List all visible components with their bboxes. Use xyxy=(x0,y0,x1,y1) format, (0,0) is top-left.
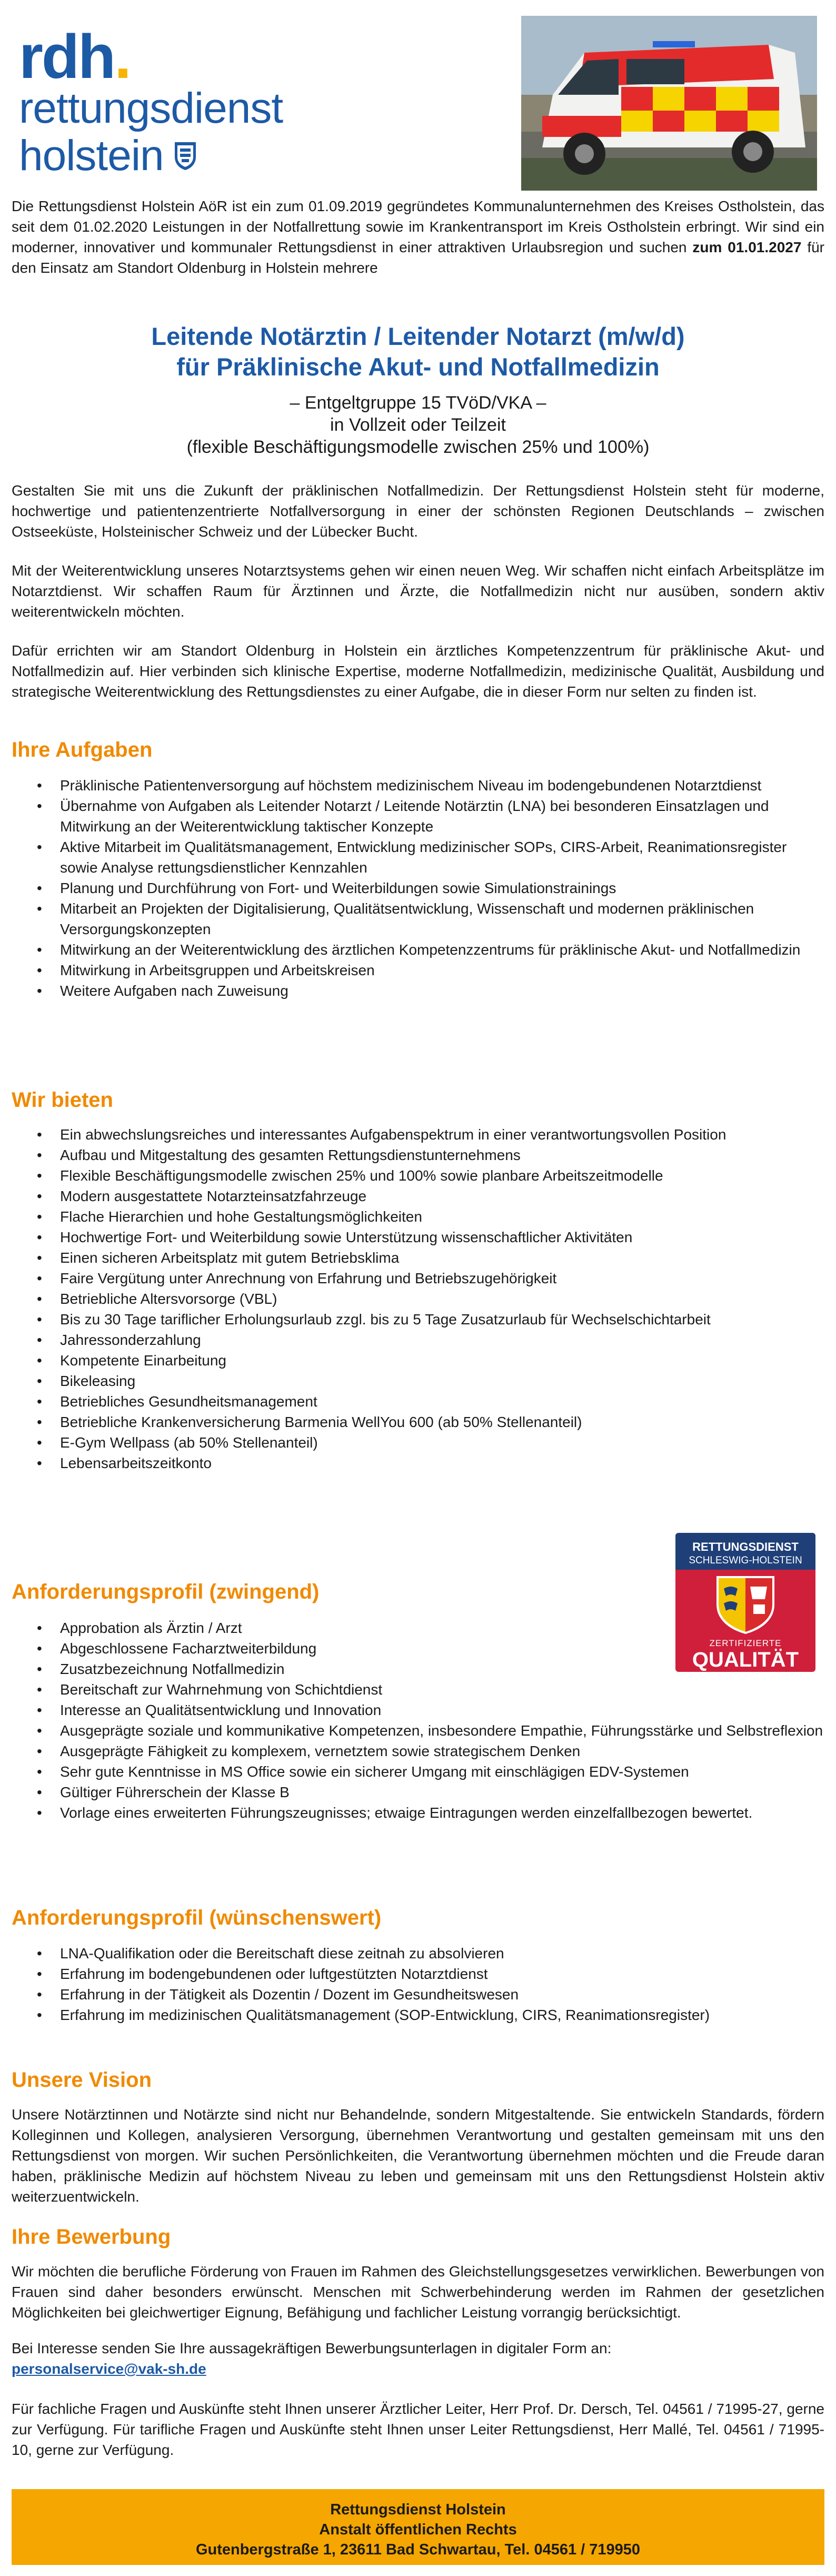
intro-text: Die Rettungsdienst Holstein AöR ist ein zum 01.09.2019 gegründetes Kommunalunternehmen des Kreises Ostholstein, das seit dem 01.02.2020 Leistungen in der Notfallrettung sowie im Krankentransport im Kreis Ostholstein erbringt. Wir sind ein moderner, innovativer und kommunaler Rettungsdienst in einer attraktiven Urlaubsregion und suchen xyxy=(12,198,824,255)
bewerbung-instruction: Bei Interesse senden Sie Ihre aussagekräftigen Bewerbungsunterlagen in digitaler Form an: xyxy=(12,2340,612,2356)
heading-zwingend: Anforderungsprofil (zwingend) xyxy=(12,1580,320,1603)
heading-vision: Unsere Vision xyxy=(12,2068,152,2092)
ambulance-illustration xyxy=(521,16,817,191)
list-item: • Mitwirkung in Arbeitsgruppen und Arbeitskreisen xyxy=(12,960,824,980)
bewerbung-text-3: Für fachliche Fragen und Auskünfte steht Ihnen unserer Ärztlicher Leiter, Herr Prof. Dr. Dersch, Tel. 04561 / 71995-27, gerne zur Verfügung. Für tarifliche Fragen und Auskünfte steht Ihnen unser Leiter Rettungsdienst, Herr Mallé, Tel. 04561 / 71995-10, gerne zur Verfügung. xyxy=(12,2401,824,2458)
bewerbung-text-2 xyxy=(12,2338,824,2379)
logo-line1: rettungsdienst xyxy=(19,84,283,132)
list-item: • Übernahme von Aufgaben als Leitender Notarzt / Leitende Notärztin (LNA) bei besonderen Einsatzlagen und Mitwirkung an der Weiterentwicklung taktischer Konzepte xyxy=(12,796,824,837)
list-item: • Betriebliche Altersvorsorge (VBL) xyxy=(12,1289,824,1309)
pay-grade: – Entgeltgruppe 15 TVöD/VKA – xyxy=(290,393,546,413)
list-bieten xyxy=(12,1124,824,1473)
list-item: • Hochwertige Fort- und Weiterbildung sowie Unterstützung wissenschaftlicher Aktivitäten xyxy=(12,1227,824,1247)
job-title-line1: Leitende Notärztin / Leitender Notarzt (m/w/d) xyxy=(151,322,685,350)
footer-org: Rettungsdienst Holstein xyxy=(330,2501,506,2518)
list-item: • Mitwirkung an der Weiterentwicklung des ärztlichen Kompetenzzentrums für präklinische Akut- und Notfallmedizin xyxy=(12,939,824,960)
list-item: • Betriebliches Gesundheitsmanagement xyxy=(12,1391,824,1412)
heading-aufgaben: Ihre Aufgaben xyxy=(12,738,153,761)
intro-date: zum 01.01.2027 xyxy=(692,239,802,255)
list-item: • Einen sicheren Arbeitsplatz mit gutem Betriebsklima xyxy=(12,1247,824,1268)
list-item: • Interesse an Qualitätsentwicklung und Innovation xyxy=(12,1700,824,1720)
company-logo xyxy=(19,22,345,180)
list-item: • E-Gym Wellpass (ab 50% Stellenanteil) xyxy=(12,1432,824,1453)
list-item: • Gültiger Führerschein der Klasse B xyxy=(12,1782,824,1802)
logo-dot: . xyxy=(114,22,130,92)
list-item: • Sehr gute Kenntnisse in MS Office sowie ein sicherer Umgang mit einschlägigen EDV-Systemen xyxy=(12,1761,824,1782)
list-item: • Approbation als Ärztin / Arzt xyxy=(12,1618,824,1638)
logo-rdh: rdh xyxy=(19,22,115,92)
footer-address: Gutenbergstraße 1, 23611 Bad Schwartau, Tel. 04561 / 719950 xyxy=(195,2541,641,2558)
intro-text-end: für den Einsatz am Standort Oldenburg in Holstein mehrere xyxy=(12,239,824,276)
list-item: • Aufbau und Mitgestaltung des gesamten Rettungsdienstunternehmens xyxy=(12,1145,824,1165)
list-item: • Zusatzbezeichnung Notfallmedizin xyxy=(12,1659,824,1679)
email-link[interactable]: personalservice@vak-sh.de xyxy=(12,2361,206,2377)
list-item: • Bis zu 30 Tage tariflicher Erholungsurlaub zzgl. bis zu 5 Tage Zusatzurlaub für Wechselschichtarbeit xyxy=(12,1309,824,1330)
bewerbung-text-1: Wir möchten die berufliche Förderung von Frauen im Rahmen des Gleichstellungsgesetzes verwirklichen. Bewerbungen von Frauen sind daher besonders erwünscht. Menschen mit Schwerbehinderung werden im Rahmen der gesetzlichen Möglichkeiten bei gleichwertiger Eignung, Befähigung und fachlicher Leistung vorrangig berücksichtigt. xyxy=(12,2263,824,2321)
ambulance-photo xyxy=(521,16,817,191)
vision-text: Unsere Notärztinnen und Notärzte sind nicht nur Behandelnde, sondern Mitgestaltende. Sie entwickeln Standards, fördern Kolleginnen und Kollegen, analysieren Versorgung, übernehmen Verantwortung und gestalten gemeinsam mit uns den Rettungsdienst von morgen. Wir suchen Persönlichkeiten, die Verantwortung übernehmen möchten und die Freude daran haben, präklinische Medizin auf höchstem Niveau zu leben und gemeinsam mit uns den Rettungsdienst Holstein aktiv weiterzuentwickeln. xyxy=(12,2106,824,2205)
list-item: • Planung und Durchführung von Fort- und Weiterbildungen sowie Simulationstrainings xyxy=(12,878,824,898)
badge-label: ZERTIFIZIERTE xyxy=(709,1638,782,1648)
job-subtitle xyxy=(12,392,824,458)
list-item: • LNA-Qualifikation oder die Bereitschaft diese zeitnah zu absolvieren xyxy=(12,1943,824,1964)
heading-bewerbung: Ihre Bewerbung xyxy=(12,2225,171,2248)
badge-subtitle: SCHLESWIG-HOLSTEIN xyxy=(689,1555,802,1566)
list-item: • Kompetente Einarbeitung xyxy=(12,1350,824,1371)
list-item: • Betriebliche Krankenversicherung Barmenia WellYou 600 (ab 50% Stellenanteil) xyxy=(12,1412,824,1432)
list-item: • Vorlage eines erweiterten Führungszeugnisses; etwaige Eintragungen werden einzelfallbezogen bewertet. xyxy=(12,1802,824,1823)
intro-paragraph xyxy=(12,196,824,278)
job-title xyxy=(12,321,824,382)
heading-bieten: Wir bieten xyxy=(12,1088,113,1112)
list-item: • Lebensarbeitszeitkonto xyxy=(12,1453,824,1473)
list-item: • Erfahrung in der Tätigkeit als Dozentin / Dozent im Gesundheitswesen xyxy=(12,1984,824,2005)
paragraph-1: Gestalten Sie mit uns die Zukunft der präklinischen Notfallmedizin. Der Rettungsdienst Holstein steht für moderne, hochwertige und patientenzentrierte Notfallversorgung in einer der schönsten Regionen Deutschlands – zwischen Ostseeküste, Holsteinischer Schweiz und der Lübecker Bucht. xyxy=(12,482,824,540)
list-aufgaben xyxy=(12,775,824,1001)
logo-line2: holstein xyxy=(19,132,164,180)
paragraph-2: Mit der Weiterentwicklung unseres Notarztsystems gehen wir einen neuen Weg. Wir schaffen nicht einfach Arbeitsplätze im Notarztdienst. Wir schaffen Raum für Ärztinnen und Ärzte, die Notfallmedizin nicht nur ausüben, sondern aktiv weiterentwickeln möchten. xyxy=(12,562,824,620)
badge-title: RETTUNGSDIENST xyxy=(692,1540,799,1553)
list-item: • Erfahrung im bodengebundenen oder luftgestützten Notarztdienst xyxy=(12,1964,824,1984)
badge-quality: QUALITÄT xyxy=(692,1648,799,1671)
list-item: • Jahressonderzahlung xyxy=(12,1330,824,1350)
job-title-line2: für Präklinische Akut- und Notfallmedizin xyxy=(176,353,660,381)
list-item: • Aktive Mitarbeit im Qualitätsmanagement, Entwicklung medizinischer SOPs, CIRS-Arbeit, Reanimationsregister sowie Analyse rettungsdienstlicher Kennzahlen xyxy=(12,837,824,878)
list-item: • Bikeleasing xyxy=(12,1371,824,1391)
list-item: • Modern ausgestattete Notarzteinsatzfahrzeuge xyxy=(12,1186,824,1206)
list-item: • Präklinische Patientenversorgung auf höchstem medizinischem Niveau im bodengebundenen Notarztdienst xyxy=(12,775,824,796)
list-item: • Ein abwechslungsreiches und interessantes Aufgabenspektrum in einer verantwortungsvollen Position xyxy=(12,1124,824,1145)
list-wuenschenswert xyxy=(12,1943,824,2025)
list-item: • Weitere Aufgaben nach Zuweisung xyxy=(12,980,824,1001)
list-item: • Abgeschlossene Facharztweiterbildung xyxy=(12,1638,824,1659)
list-item: • Ausgeprägte soziale und kommunikative Kompetenzen, insbesondere Empathie, Führungsstärke und Selbstreflexion xyxy=(12,1720,824,1741)
list-item: • Erfahrung im medizinischen Qualitätsmanagement (SOP-Entwicklung, CIRS, Reanimationsregister) xyxy=(12,2005,824,2025)
footer-legal: Anstalt öffentlichen Rechts xyxy=(319,2521,517,2538)
list-item: • Ausgeprägte Fähigkeit zu komplexem, vernetztem sowie strategischem Denken xyxy=(12,1741,824,1761)
list-item: • Bereitschaft zur Wahrnehmung von Schichtdienst xyxy=(12,1679,824,1700)
list-item: • Mitarbeit an Projekten der Digitalisierung, Qualitätsentwicklung, Wissenschaft und modernen präklinischen Versorgungskonzepten xyxy=(12,898,824,939)
work-models: (flexible Beschäftigungsmodelle zwischen 25% und 100%) xyxy=(186,437,650,457)
heading-wuenschenswert: Anforderungsprofil (wünschenswert) xyxy=(12,1906,382,1929)
paragraph-3: Dafür errichten wir am Standort Oldenburg in Holstein ein ärztliches Kompetenzzentrum für präklinische Akut- und Notfallmedizin auf. Hier verbinden sich klinische Expertise, moderne Notfallmedizin, medizinische Qualität, Ausbildung und strategische Weiterentwicklung des Rettungsdienstes zu einer Aufgabe, die in dieser Form nur selten zu finden ist. xyxy=(12,642,824,700)
crest-icon xyxy=(173,141,197,171)
list-item: • Flexible Beschäftigungsmodelle zwischen 25% und 100% sowie planbare Arbeitszeitmodelle xyxy=(12,1165,824,1186)
list-item: • Faire Vergütung unter Anrechnung von Erfahrung und Betriebszugehörigkeit xyxy=(12,1268,824,1289)
footer-bar xyxy=(12,2489,824,2565)
list-item: • Flache Hierarchien und hohe Gestaltungsmöglichkeiten xyxy=(12,1206,824,1227)
work-time: in Vollzeit oder Teilzeit xyxy=(330,415,506,435)
list-zwingend xyxy=(12,1618,824,1823)
